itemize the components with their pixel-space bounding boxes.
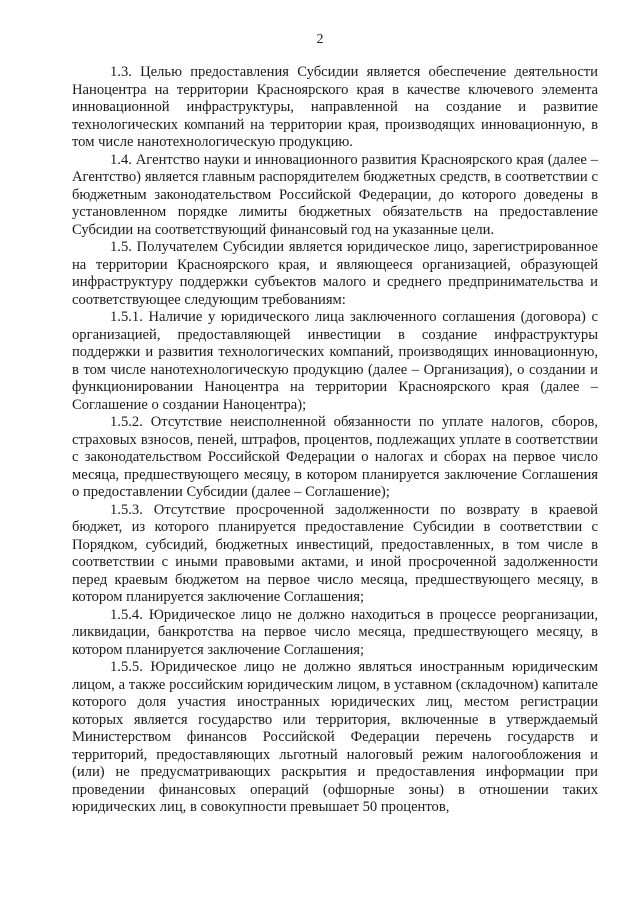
paragraph-1-5: 1.5. Получателем Субсидии является юридическое лицо, зарегистрированное на территории Красноярского края, и являющееся организацией, образующей инфраструктуру поддержки субъектов малого и среднего предпринимательства и соответствующее следующим требованиям: bbox=[72, 239, 598, 308]
paragraph-1-5-3: 1.5.3. Отсутствие просроченной задолженности по возврату в краевой бюджет, из которого планируется предоставление Субсидии в соответствии с Порядком, субсидий, бюджетных инвестиций, предоставленных, в том числе в соответствии с иными правовыми актами, и иной просроченной задолженности перед краевым бюджетом на первое число месяца, предшествующего месяцу, в котором планируется заключение Соглашения; bbox=[72, 501, 598, 605]
document-body bbox=[72, 64, 598, 817]
paragraph-1-5-4: 1.5.4. Юридическое лицо не должно находиться в процессе реорганизации, ликвидации, банкротства на первое число месяца, предшествующего месяцу, в котором планируется заключение Соглашения; bbox=[72, 606, 598, 658]
paragraph-1-5-1: 1.5.1. Наличие у юридического лица заключенного соглашения (договора) с организацией, предоставляющей инвестиции в создание инфраструктуры поддержки и развития технологических компаний, производящих инновационную, в том числе нанотехнологическую продукцию (далее – Организация), о создании и функционировании Наноцентра на территории Красноярского края (далее – Соглашение о создании Наноцентра); bbox=[72, 309, 598, 413]
page-number: 2 bbox=[316, 32, 324, 47]
paragraph-1-5-5: 1.5.5. Юридическое лицо не должно являться иностранным юридическим лицом, а также российским юридическим лицом, в уставном (складочном) капитале которого доля участия иностранных юридических лиц, местом регистрации которых является государство или территория, включенные в утверждаемый Министерством финансов Российской Федерации перечень государств и территорий, предоставляющих льготный налоговый режим налогообложения и (или) не предусматривающих раскрытия и предоставления информации при проведении финансовых операций (офшорные зоны) в отношении таких юридических лиц, в совокупности превышает 50 процентов, bbox=[72, 659, 598, 815]
paragraph-1-3: 1.3. Целью предоставления Субсидии является обеспечение деятельности Наноцентра на территории Красноярского края в качестве ключевого элемента инновационной инфраструктуры, направленной на создание и развитие технологических компаний на территории края, производящих инновационную, в том числе нанотехнологическую продукцию. bbox=[72, 64, 598, 150]
paragraph-1-5-2: 1.5.2. Отсутствие неисполненной обязанности по уплате налогов, сборов, страховых взносов, пеней, штрафов, процентов, подлежащих уплате в соответствии с законодательством Российской Федерации о налогах и сборах на первое число месяца, предшествующего месяцу, в котором планируется заключение Соглашения о предоставлении Субсидии (далее – Соглашение); bbox=[72, 414, 598, 500]
paragraph-1-4: 1.4. Агентство науки и инновационного развития Красноярского края (далее – Агентство) является главным распорядителем бюджетных средств, в соответствии с бюджетным законодательством Российской Федерации, до которого доведены в установленном порядке лимиты бюджетных обязательств на предоставление Субсидии на соответствующий финансовый год на указанные цели. bbox=[72, 151, 598, 238]
